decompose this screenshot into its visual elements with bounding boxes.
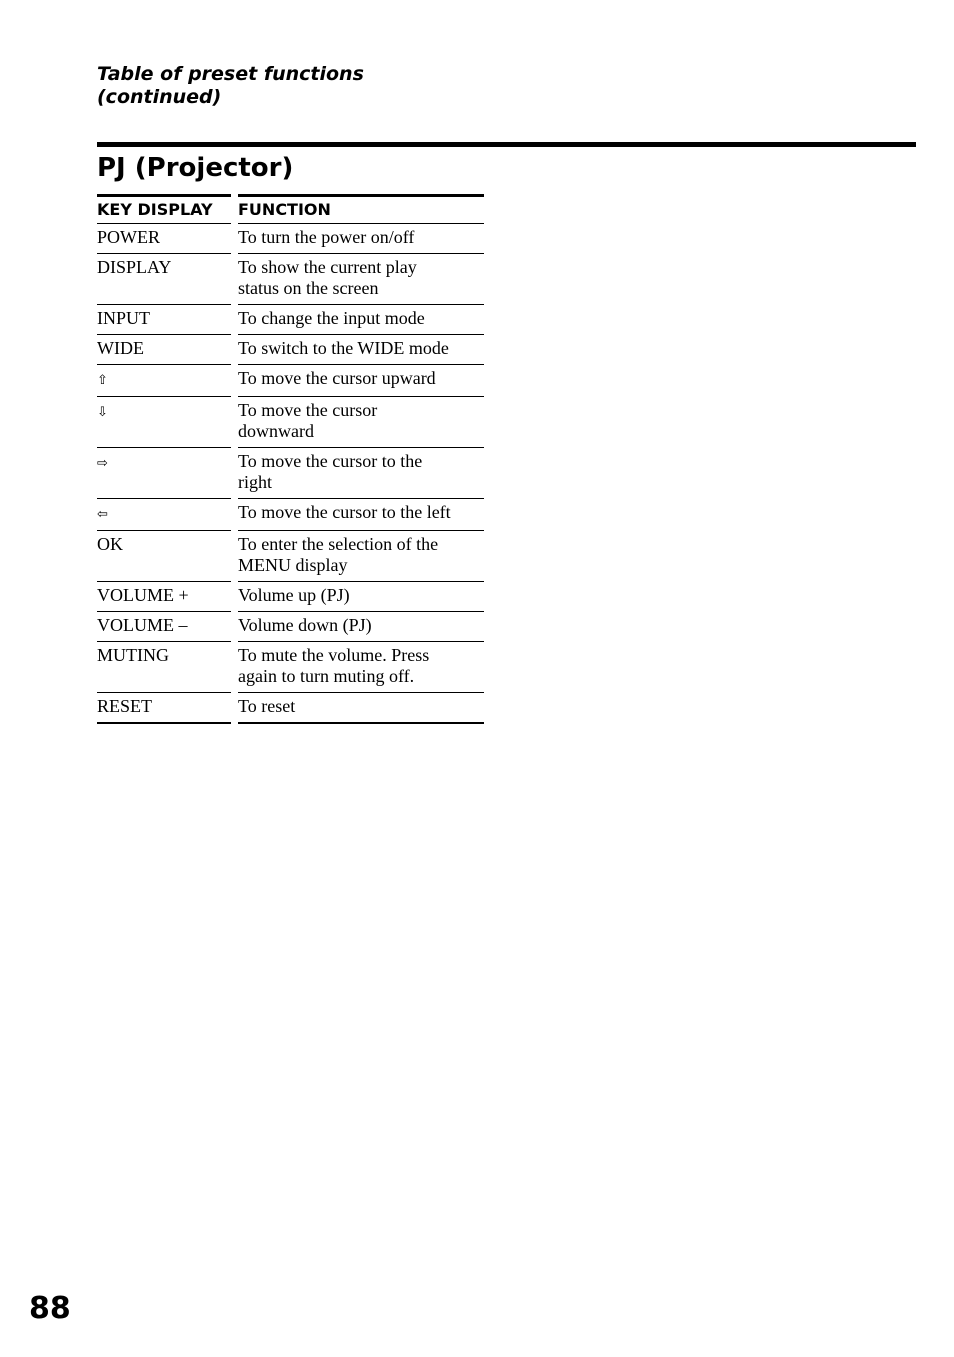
key-cell: POWER [97,224,231,254]
table-row [97,305,484,335]
preset-functions-table [97,194,484,724]
table-row [97,254,484,305]
running-head [97,63,364,109]
key-cell: DISPLAY [97,254,231,305]
function-cell: To mute the volume. Press again to turn muting off. [238,642,484,693]
down-arrow-icon: ⇩ [97,405,108,420]
key-cell: RESET [97,693,231,724]
table-header-row [97,194,484,224]
section-title: PJ (Projector) [97,153,294,183]
table-row [97,531,484,582]
page-number: 88 [29,1291,71,1326]
table-row [97,365,484,397]
up-arrow-icon: ⇧ [97,373,108,388]
function-cell: To move the cursor to the right [238,448,484,499]
table-row [97,335,484,365]
running-head-title: Table of preset functions [97,63,364,85]
table-row [97,612,484,642]
function-cell: To move the cursor upward [238,365,484,397]
table-row [97,499,484,531]
function-cell: Volume down (PJ) [238,612,484,642]
function-cell: Volume up (PJ) [238,582,484,612]
table-row [97,693,484,724]
header-function: FUNCTION [238,194,484,224]
function-cell: To change the input mode [238,305,484,335]
left-arrow-icon: ⇦ [97,507,108,522]
function-cell: To switch to the WIDE mode [238,335,484,365]
function-cell: To reset [238,693,484,724]
table-row [97,448,484,499]
function-cell: To enter the selection of the MENU display [238,531,484,582]
key-cell: OK [97,531,231,582]
section-divider [97,142,916,147]
header-key-display: KEY DISPLAY [97,194,231,224]
table-row [97,582,484,612]
table-row [97,224,484,254]
table-row [97,397,484,448]
function-cell: To move the cursor to the left [238,499,484,531]
function-cell: To move the cursor downward [238,397,484,448]
running-head-continued: (continued) [97,86,222,108]
function-cell: To show the current play status on the screen [238,254,484,305]
key-cell: MUTING [97,642,231,693]
key-cell: VOLUME + [97,582,231,612]
function-cell: To turn the power on/off [238,224,484,254]
table-row [97,642,484,693]
key-cell: INPUT [97,305,231,335]
key-cell: WIDE [97,335,231,365]
key-cell: VOLUME – [97,612,231,642]
right-arrow-icon: ⇨ [97,456,108,471]
